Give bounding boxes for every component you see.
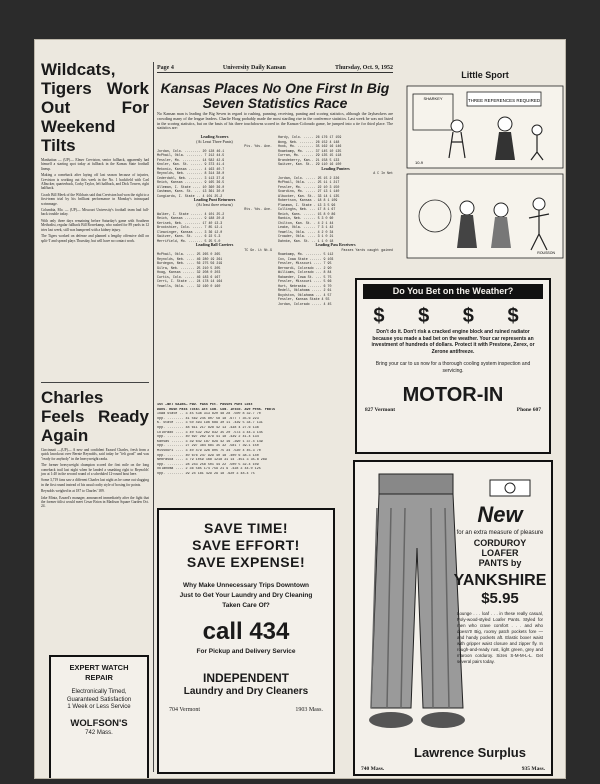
table-row: Yewells, Okla. .... 32 160 0 160: [157, 283, 221, 288]
camera-icon: [480, 470, 540, 500]
ad-price: $5.95: [481, 590, 519, 607]
table-columns: Passes Yards caught gained: [341, 247, 393, 252]
table-row: Reich, Kans. ...... 15 8 0 86: [278, 211, 336, 216]
table-row: Crowder, Okla. .... 3 1 0 21: [278, 234, 334, 238]
cartoon-title: Little Sport: [461, 70, 509, 80]
page-number: Page 4: [157, 65, 174, 71]
story-paragraph: Columbia, Mo. — (UP)— Missouri University's football team had full-back trouble today.: [41, 208, 149, 217]
table-subheader: Dwns. Rush Pass Total Att Com. Com. Intcd. Ave Pens. Fmbls: [157, 407, 276, 412]
table-row: Gilra, Neb. ....... 25 210 5 205: [157, 265, 221, 270]
table-row: Hurt, Nebraska ....... 6 70: [278, 283, 332, 288]
cartoon-date: 10-9: [415, 160, 424, 165]
story-paragraph: Reynolds weighed in at 187 to Charles' 189.: [41, 489, 105, 494]
ad-brand: YANKSHIRE: [453, 572, 547, 589]
table-row: Rowekamp, Mo. ........ 5 112: [278, 252, 334, 256]
ad-tagline: for an extra measure of pleasure: [456, 530, 544, 536]
table-row: McPhail, Okla. .... 25 11 1 217: [278, 180, 340, 184]
table-row: Reich, Kansas ......... 9 165 36.5: [157, 180, 225, 184]
table-row: Knoler, Kan. St. ...... 9 373 41.4: [157, 162, 225, 166]
ad-brand: INDEPENDENT: [202, 671, 289, 685]
ad-laundry: [157, 508, 335, 774]
ad-footer: [159, 707, 333, 713]
table-subtitle: (At least three returns): [196, 201, 233, 207]
table-row: Fessler, Mo. ......... 14 582 42.9: [157, 157, 225, 162]
issue-date: Thursday, Oct. 9, 1952: [334, 65, 393, 71]
table-row: Cerri, I. State ... 24 178 14 164: [157, 279, 223, 283]
table-row: Colorado .... 3 40 532 262 832 35 20 .573 3 44.3 145: [157, 430, 263, 435]
table-row: Walker, I. State ...... 4 101 25.2: [157, 211, 225, 216]
main-headline: Kansas Places No One First In Big Seven Statistics Race: [160, 80, 390, 111]
table-title: Leading Pass Receivers: [315, 242, 356, 247]
ad-address: 704 Vermont: [169, 707, 201, 713]
table-columns: Rts. Yds. Ave.: [244, 207, 272, 211]
table-row: Merrifield, Mo. ....... 5 25 5.0: [157, 238, 221, 243]
paper-name: University Daily Kansan: [222, 65, 286, 71]
ad-footer: [361, 766, 545, 772]
table-title: Leading Ball Carriers: [195, 242, 234, 247]
ad-brand-sub: Laundry and Dry Cleaners: [183, 686, 309, 697]
table-row: Chilton, Kan. St. . 4 2 1 44: [278, 220, 334, 225]
table-row: Wong, Neb. ....... 26 152 4 148: [278, 139, 340, 144]
table-row: Williams, Colorado ... 8 84: [278, 270, 332, 274]
table-row: Rowekamp, Mo. .... 37 145 10 135: [278, 148, 342, 153]
table-row: Jordan, Colo. ........ 20 128 46.1: [157, 148, 225, 153]
ad-line: SAVE TIME!: [203, 520, 289, 536]
ad-headline: Do You Bet on the Weather?: [363, 284, 543, 299]
table-row: Missouri .... 3 40 479 326 805 75 34 .530 4 45.3 70: [157, 448, 261, 453]
cartoon-little-sport: [405, 70, 565, 264]
story-paragraph: Some 3,719 fans saw a different Charles last night as he came out slugging in the first round instead of his usual crafty style of boxing for points.: [41, 478, 149, 487]
ad-line: SAVE EFFORT!: [192, 537, 300, 553]
ad-address: 742 Mass.: [85, 729, 113, 736]
column-rule: [153, 62, 154, 772]
ad-call: call 434: [202, 618, 290, 645]
ad-pitch: Why Make Unnecessary Trips Downtown Just to Get Your Laundry and Dry Cleaning Taken Care Of?: [179, 582, 313, 609]
table-title: Leading Scorers: [200, 134, 229, 139]
ad-item: LOAFER: [481, 548, 519, 558]
table-row: Redell, Oklahoma ..... 2 61: [278, 288, 332, 292]
story-paragraph: Jake Mintz, Ezzard's manager, announced immediately after the fight that the former titlist would meet Cesar Brion in Madison Square Garden Oct. 24.: [41, 495, 149, 509]
stat-column-left: [157, 135, 272, 288]
cartoon-sign: THREE REFERENCES REQUIRED: [467, 98, 541, 103]
ad-address: 740 Mass.: [361, 766, 385, 772]
table-row: Opp. ........ 41 562 245 807 58 18 .677 7 35.6 223: [157, 416, 259, 421]
ad-store: WOLFSON'S: [70, 717, 128, 729]
story-headline: Wildcats, Tigers Work Out For Weekend Tilts: [41, 60, 149, 155]
table-row: Kansas ...... 3 39 642 187 829 42 16 .390 1 37.4 149: [157, 439, 263, 444]
story-paragraph: The Tigers worked on defense and planned a lengthy offensive drill on split-T and spread plays Thursday, but will have no contact work.: [41, 234, 149, 243]
table-row: Fessler, Missouri .... 7 95: [278, 261, 332, 265]
main-lede: No Kansan man is leading the Big Seven in regard to rushing, punning, receiving, punting and scoring statistics, although the Jayhawkers are crowding many of the league leaders. Charlie Hoag probably made the most startling rise in the conference statistics. Last week he was not listed in the scoring statistics, but on the basis of his three touchdowns scored in the Kansas-Colorado game, he jumped into a tie for third place. The statistics are:: [157, 111, 393, 131]
ad-title: EXPERT WATCH: [69, 663, 129, 672]
ad-motor-in: [355, 278, 551, 454]
table-columns: Pts. Yds. Ave.: [244, 144, 272, 148]
table-row: McPhail, Okla. .... 25 265 0 265: [157, 252, 221, 256]
table-row: Oklahoma .... 2 36 585 174 759 21 9 .428 3 44.0 125: [157, 467, 261, 472]
table-row: Opp. ........ 29 24 181 429 29 18 .620 3 48.4 75: [157, 471, 255, 476]
story-headline: Charles Feels Ready Again: [41, 388, 149, 445]
table-row: Switzer, Kans. St. .... 6 22 5.3: [157, 234, 221, 238]
table-row: Brookshier, Colo. ..... 7 85 12.1: [157, 225, 223, 229]
cartoon-sign: SHARKEY: [423, 96, 443, 101]
table-row: Opp. ........ 27 297 384 681 35 32 .581 7 39.1 150: [157, 444, 259, 449]
story-paragraph: With only three days remaining before Saturday's game with Southern Methodist, regular fullback Bill Rowekamp, who rushed for 89 yards in 12 tries last week, still was hampered with a kidney injury.: [41, 218, 149, 232]
cartoon-signature: ROUSSON: [537, 251, 555, 255]
table-row: Opp. ........ 28 243 258 501 44 22 .500 5 32.4 109: [157, 462, 259, 467]
table-row: Opp. ........ 40 676 247 929 40 18 .400 6 38.3 140: [157, 453, 259, 458]
table-row: Hook, Mo. ........ 35 162 16 146: [278, 144, 342, 148]
table-row: Switzer, Kan. St.. 29 110 16 100: [278, 162, 342, 166]
story-paragraph: Manhattan — (UP)— Elmer Creviston, senior fullback, apparently had himself a starting spot today at fullback in the Kansas State football lineup.: [41, 158, 149, 171]
table-row: Jordan, Colo. ..... 25 15 2 226: [278, 175, 340, 180]
ad-address: 1903 Mass.: [295, 707, 323, 713]
table-row: K. State .... 3 50 493 196 689 30 11 .439 5 34.7 131: [157, 421, 263, 426]
table-row: McPhail, Okla. ........ 7 212 44.5: [157, 153, 225, 157]
table-subtitle: (At Least Three Punts): [196, 138, 233, 144]
ad-service: For Pickup and Delivery Service: [196, 648, 296, 655]
table-row: Hardy, Colo. ..... 26 176 17 159: [278, 135, 342, 139]
table-row: Alleman, I. State .... 10 360 36.0: [157, 184, 225, 189]
ad-description: Lounge . . . loaf . . . in these really casual, Poly-wood-styled Loafer Pants. Styled for men who crave comfort . . . and who doesn't! Big, roomy patch pockets fore — and handy pockets aft. Elastic boxer waist with gripper waist closure and zipper fly. In rough-and-ready rust, light green, grey and maroon corduroy. Sizes S-M-M-L-L. Get several pairs today.: [457, 611, 543, 664]
table-row: Cullinghs, Neb. ... 17 8 1 67: [278, 207, 336, 211]
table-row: Cungiardo, I. State .. 4 101 25.2: [157, 193, 223, 198]
table-row: Scardino, Mo. ..... 27 13 1 140: [278, 189, 340, 193]
table-row: Mekonic, Kansas ....... 4 163 40.7: [157, 166, 225, 171]
table-row: Cederdahl, Neb. ....... 3 113 37.6: [157, 175, 225, 180]
ad-line: Electronically Timed,: [71, 689, 127, 695]
story-charles: [41, 388, 149, 511]
ad-line: 1 Week or Less Service: [67, 704, 131, 710]
table-row: Burdegon, Neb. .... 56 275 56 219: [157, 261, 223, 265]
table-row: Albucker, Kan. St.. 33 14 1 135: [278, 193, 340, 198]
ad-new: New: [477, 502, 523, 527]
ad-loafer-pants: [353, 460, 553, 776]
story-paragraph: Coach Bill Meek of the Wildcats said that Creviston had won the right to a first-team trial by his brilliant performance in Monday's intrasquad scrimmage.: [41, 192, 149, 206]
table-row: Fessler, Mo. ...... 22 10 3 150: [278, 184, 340, 189]
ad-store: Lawrence Surplus: [414, 745, 526, 760]
table-row: Fessler, Missouri .... 5 66: [278, 279, 332, 283]
divider: [41, 382, 149, 383]
table-row: Brandeberry, Kan.. 21 158 5 133: [278, 157, 340, 162]
table-row: Opp. ........ 40 697 282 979 41 18 .439 2 41.4 134: [157, 435, 259, 440]
ad-address: 827 Vermont: [365, 407, 396, 413]
table-row: Reynolds, Neb. ........ 8 314 38.0: [157, 171, 225, 175]
table-row: Kerisek, Neb. ........ 17 40 13.3: [157, 220, 223, 225]
ad-dollars: $ $ $ $: [373, 305, 533, 327]
story-paragraph: Cincinnati —(UP)— A new and confident Ezzard Charles, fresh from a quick knockout over Bernie Reynolds, said today he "felt good" and was "ready for anybody" in the heavyweight ranks.: [41, 448, 149, 461]
story-paragraph: Making a comeback after laying off last season because of injuries, Creviston is working out this week in the No. 1 backfield with Carl Albucker, quarterback, Corky Taylor, left halfback, and Dick Towers, right halfback.: [41, 173, 149, 191]
table-row: Hoag, Kansas ...... 32 208 0 203: [157, 270, 221, 274]
table-row: Iowa State .. 3 45 536 313 820 48 28 .500 8 32.7 70: [157, 412, 261, 417]
table-row: Reich, Kansas ......... 9 188 20.8: [157, 216, 225, 220]
table-row: Rankin, Neb. ...... 5 3 0 60: [278, 216, 334, 220]
table-row: Robertson, Kansas . 18 8 1 109: [278, 198, 338, 202]
ad-item: CORDUROY: [473, 538, 527, 548]
table-row: Fessler, Kansas State 4 55: [278, 297, 330, 301]
table-row: Leake, Okla. ...... 7 3 1 42: [278, 225, 334, 229]
table-title: Leading Punt Returners: [193, 197, 236, 202]
table-header: 1st —NET GAINS— FWD. PASS Pct. Passes Punt Lost: [157, 403, 253, 407]
ad-title: REPAIR: [85, 673, 113, 682]
table-row: Cox, Iowa State ...... 9 103: [278, 256, 334, 261]
table-row: Jordan, Colorado ..... 4 45: [278, 301, 332, 306]
table-row: Reynolds, Neb. .... 46 280 19 261: [157, 256, 223, 261]
table-row: Boydston, Oklahoma ... 4 57: [278, 292, 332, 297]
ad-watch-repair: [49, 655, 149, 778]
table-row: Bernardi, Colorado ... 2 90: [278, 265, 332, 270]
newspaper-page: [35, 40, 565, 778]
ad-body: Don't do it. Don't risk a cracked engine block and ruined radiator because you made a bad bet on the weather. Your car represents an investment of hundreds of dollars. Protect it with Prestone, Zerex, or Zerone antifreeze.: [371, 329, 535, 355]
ad-cta: Bring your car to us now for a thorough cooling system inspection and servicing.: [375, 361, 531, 374]
story-wildcats: [41, 60, 149, 245]
table-row: Cleavinger, Kansas .... 3 36 12.0: [157, 229, 223, 234]
table-row: Cashman, Kans. St. ... 13 361 30.0: [157, 189, 225, 193]
table-row: Curran, Mo. ...... 29 135 15 118: [278, 153, 342, 157]
running-head: [157, 65, 393, 73]
table-row: Curtis, Colo. ..... 46 183 6 167: [157, 274, 221, 279]
table-row: Plasman, I. State . 13 3 5 96: [278, 202, 336, 207]
table-row: Dahnke, Kan. St. .. 1 1 0 18: [278, 238, 334, 243]
ad-item: PANTS by: [478, 558, 522, 568]
ad-line: SAVE EXPENSE!: [186, 554, 306, 570]
table-row: Nebraska .... 3 79 1059 168 1218 31 14 .451 3 35.8 289: [157, 458, 267, 463]
ad-footer: [357, 407, 549, 413]
table-title: Leading Punters: [321, 165, 350, 171]
table-row: Yewells, Okla. .... 4 2 0 34: [278, 229, 334, 234]
cartoon-drawing: [405, 80, 565, 260]
table-columns: TC Gn. Lt Nt.G: [244, 247, 272, 252]
story-paragraph: The former heavyweight champion scored the first mile on the long comeback trail last night when he landed a smashing right to Reynolds' jaw at 1:40 in the second round of a scheduled 12-round bout here.: [41, 463, 149, 477]
ad-phone: Phone 607: [516, 407, 541, 413]
ad-brand: MOTOR-IN: [402, 384, 504, 406]
table-columns: A C In Net: [373, 171, 393, 175]
table-row: Rakweder, Iowa St. ... 5 75: [278, 274, 332, 279]
ad-address: 935 Mass.: [521, 766, 545, 772]
table-row: Opp. ........ 48 611 217 828 42 13 .438 4 27.6 136: [157, 425, 259, 430]
ad-line: Guaranteed Satisfaction: [66, 696, 132, 703]
